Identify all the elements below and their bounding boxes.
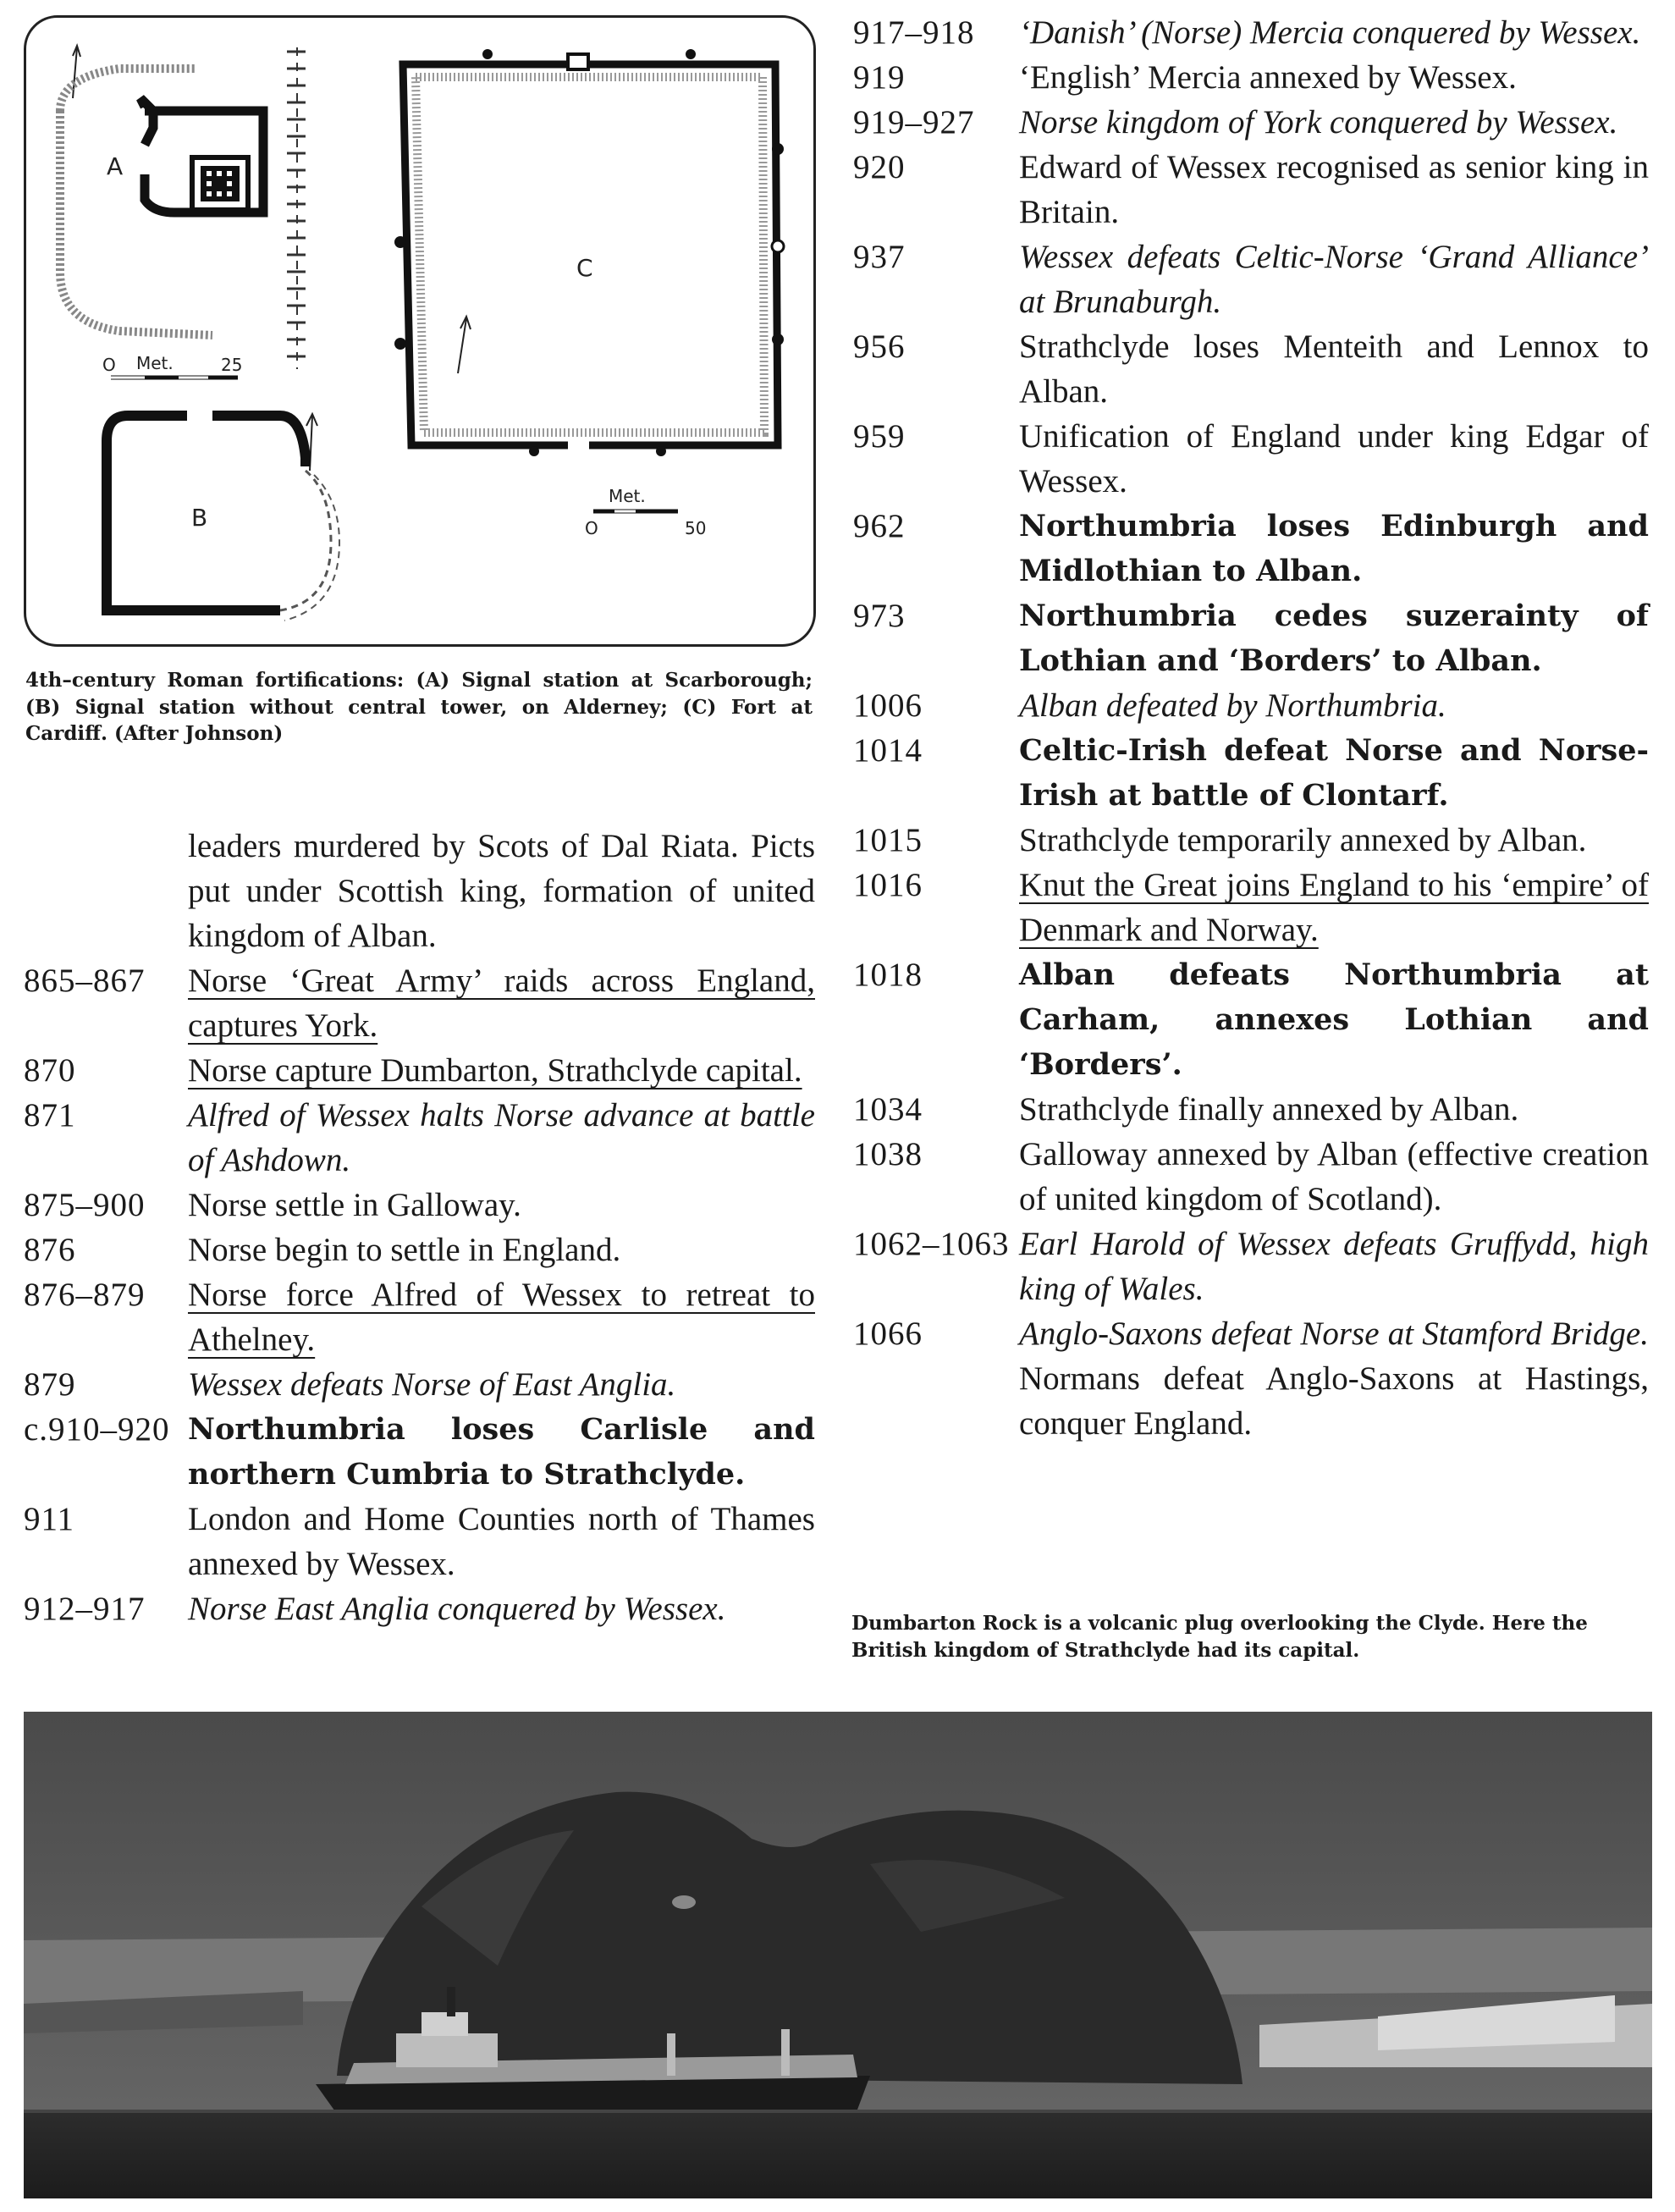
timeline-event-text: Norse kingdom of York conquered by Wessex. bbox=[1019, 104, 1618, 141]
timeline-year: 1018 bbox=[853, 957, 923, 993]
timeline-year: 870 bbox=[24, 1052, 76, 1089]
timeline-event-text: Earl Harold of Wessex defeats Gruffydd, high king of Wales. bbox=[1019, 1226, 1649, 1307]
timeline-event bbox=[1019, 593, 1649, 683]
timeline-event bbox=[188, 958, 815, 1048]
timeline-event bbox=[188, 1497, 815, 1586]
plan-b-label: B bbox=[191, 504, 208, 532]
timeline-year: 1038 bbox=[853, 1136, 923, 1172]
figure-caption: 4th–century Roman fortifications: (A) Signal station at Scarborough; (B) Signal station without central tower, on Alderney; (C) Fort at Cardiff. (After Johnson) bbox=[25, 669, 813, 746]
timeline-event bbox=[188, 1407, 815, 1497]
timeline-event bbox=[1019, 818, 1649, 863]
timeline-event-text: Strathclyde finally annexed by Alban. bbox=[1019, 1091, 1519, 1128]
timeline-entry bbox=[24, 1048, 815, 1093]
timeline-event-text: Norse begin to settle in England. bbox=[188, 1232, 621, 1268]
timeline-entry bbox=[24, 1272, 815, 1362]
timeline-year: 1014 bbox=[853, 732, 923, 769]
timeline-event-text: ‘English’ Mercia annexed by Wessex. bbox=[1019, 59, 1517, 96]
timeline-event bbox=[188, 1093, 815, 1183]
timeline-year: 871 bbox=[24, 1097, 76, 1134]
timeline-entry bbox=[853, 55, 1649, 100]
timeline-year: 1066 bbox=[853, 1316, 923, 1352]
timeline-year: 1006 bbox=[853, 687, 923, 724]
dumbarton-rock-photo bbox=[24, 1712, 1652, 2198]
timeline-event-extra: Normans defeat Anglo-Saxons at Hastings, conquer England. bbox=[1019, 1360, 1649, 1442]
timeline-event bbox=[188, 1586, 815, 1631]
timeline-event-text: ‘Danish’ (Norse) Mercia conquered by Wessex. bbox=[1019, 14, 1641, 51]
timeline-event-text: Edward of Wessex recognised as senior king in Britain. bbox=[1019, 149, 1649, 230]
timeline-entry bbox=[853, 504, 1649, 593]
scale-small-start: O bbox=[102, 355, 116, 375]
timeline-year: 920 bbox=[853, 149, 906, 185]
dumbarton-rock-image bbox=[24, 1712, 1652, 2198]
timeline-event-text: leaders murdered by Scots of Dal Riata. Picts put under Scottish king, formation of united kingdom of Alban. bbox=[188, 828, 815, 954]
timeline-year bbox=[24, 824, 188, 958]
fortification-plans-drawing bbox=[26, 18, 813, 644]
timeline-entry bbox=[24, 1497, 815, 1586]
timeline-entry bbox=[853, 100, 1649, 145]
timeline-event bbox=[1019, 1311, 1649, 1446]
plan-c-label: C bbox=[576, 254, 593, 282]
timeline-year: 962 bbox=[853, 508, 906, 544]
timeline-event bbox=[1019, 504, 1649, 593]
timeline-year: 919–927 bbox=[853, 104, 975, 141]
timeline-event-text: Norse East Anglia conquered by Wessex. bbox=[188, 1591, 726, 1627]
timeline-event bbox=[1019, 1132, 1649, 1222]
timeline-year: 876–879 bbox=[24, 1277, 146, 1313]
timeline-year: 973 bbox=[853, 598, 906, 634]
timeline-left-column bbox=[24, 824, 815, 1631]
timeline-event bbox=[1019, 414, 1649, 504]
scale-small-unit: Met. bbox=[136, 353, 174, 373]
timeline-event bbox=[1019, 683, 1649, 728]
timeline-entry bbox=[24, 1407, 815, 1497]
timeline-entry bbox=[853, 952, 1649, 1087]
timeline-event-text: Norse capture Dumbarton, Strathclyde capital. bbox=[188, 1052, 802, 1089]
timeline-event-text: Galloway annexed by Alban (effective creation of united kingdom of Scotland). bbox=[1019, 1136, 1649, 1217]
timeline-event-text: Norse ‘Great Army’ raids across England, captures York. bbox=[188, 963, 815, 1044]
timeline-event-text: Wessex defeats Celtic-Norse ‘Grand Alliance’ at Brunaburgh. bbox=[1019, 239, 1649, 320]
timeline-event bbox=[1019, 10, 1649, 55]
timeline-event bbox=[1019, 100, 1649, 145]
timeline-event-text: Northumbria loses Edinburgh and Midlothian to Alban. bbox=[1019, 509, 1649, 588]
timeline-entry bbox=[853, 1311, 1649, 1446]
timeline-event bbox=[188, 1362, 815, 1407]
timeline-event-text: Celtic-Irish defeat Norse and Norse-Irish at battle of Clontarf. bbox=[1019, 733, 1649, 813]
timeline-year: 1062–1063 bbox=[853, 1226, 1010, 1262]
timeline-event-text: Alban defeated by Northumbria. bbox=[1019, 687, 1446, 724]
timeline-entry bbox=[853, 683, 1649, 728]
timeline-entry bbox=[853, 145, 1649, 234]
timeline-year: 1034 bbox=[853, 1091, 923, 1128]
plan-b bbox=[107, 416, 339, 621]
scale-large-start: O bbox=[585, 518, 598, 538]
timeline-entry bbox=[24, 1183, 815, 1227]
timeline-year: 1016 bbox=[853, 867, 923, 903]
timeline-event bbox=[188, 824, 815, 958]
photo-caption: Dumbarton Rock is a volcanic plug overlooking the Clyde. Here the British kingdom of Strathclyde had its capital. bbox=[851, 1612, 1588, 1663]
timeline-entry bbox=[24, 1093, 815, 1183]
timeline-year: 912–917 bbox=[24, 1591, 146, 1627]
timeline-event bbox=[1019, 1087, 1649, 1132]
timeline-year: c.910–920 bbox=[24, 1411, 170, 1448]
timeline-entry bbox=[24, 1362, 815, 1407]
timeline-right-column bbox=[853, 10, 1649, 1446]
timeline-event-text: Anglo-Saxons defeat Norse at Stamford Bridge. bbox=[1019, 1316, 1649, 1352]
timeline-entry bbox=[853, 1087, 1649, 1132]
timeline-event bbox=[1019, 324, 1649, 414]
timeline-event-text: Alban defeats Northumbria at Carham, annexes Lothian and ‘Borders’. bbox=[1019, 957, 1649, 1082]
timeline-entry bbox=[24, 958, 815, 1048]
timeline-event bbox=[1019, 55, 1649, 100]
fortification-plans-figure bbox=[24, 15, 816, 647]
timeline-event-text: Strathclyde temporarily annexed by Alban. bbox=[1019, 822, 1587, 858]
plan-a-label: A bbox=[107, 152, 124, 180]
timeline-year: 959 bbox=[853, 418, 906, 455]
timeline-event bbox=[188, 1183, 815, 1227]
timeline-event bbox=[1019, 1222, 1649, 1311]
timeline-entry bbox=[24, 824, 815, 958]
timeline-event bbox=[1019, 728, 1649, 818]
timeline-entry bbox=[24, 1586, 815, 1631]
timeline-event-text: Wessex defeats Norse of East Anglia. bbox=[188, 1366, 676, 1403]
timeline-event-text: Northumbria cedes suzerainty of Lothian and ‘Borders’ to Alban. bbox=[1019, 599, 1649, 678]
timeline-event bbox=[1019, 234, 1649, 324]
timeline-event-text: Knut the Great joins England to his ‘empire’ of Denmark and Norway. bbox=[1019, 867, 1649, 948]
timeline-entry bbox=[853, 593, 1649, 683]
plan-c bbox=[394, 49, 784, 456]
timeline-year: 879 bbox=[24, 1366, 76, 1403]
timeline-year: 865–867 bbox=[24, 963, 146, 999]
timeline-event bbox=[188, 1048, 815, 1093]
timeline-event-text: London and Home Counties north of Thames annexed by Wessex. bbox=[188, 1501, 815, 1582]
timeline-event bbox=[1019, 863, 1649, 952]
timeline-year: 875–900 bbox=[24, 1187, 146, 1223]
timeline-entry bbox=[853, 10, 1649, 55]
timeline-event bbox=[1019, 145, 1649, 234]
timeline-year: 937 bbox=[853, 239, 906, 275]
timeline-year: 917–918 bbox=[853, 14, 975, 51]
timeline-entry bbox=[853, 818, 1649, 863]
timeline-event bbox=[188, 1227, 815, 1272]
timeline-event bbox=[1019, 952, 1649, 1087]
scale-small-end: 25 bbox=[221, 355, 243, 375]
timeline-event bbox=[188, 1272, 815, 1362]
timeline-event-text: Norse settle in Galloway. bbox=[188, 1187, 521, 1223]
timeline-entry bbox=[853, 1132, 1649, 1222]
timeline-entry bbox=[853, 414, 1649, 504]
timeline-entry bbox=[853, 324, 1649, 414]
timeline-year: 911 bbox=[24, 1501, 75, 1537]
timeline-event-text: Unification of England under king Edgar of Wessex. bbox=[1019, 418, 1649, 499]
timeline-year: 956 bbox=[853, 328, 906, 365]
timeline-year: 919 bbox=[853, 59, 906, 96]
timeline-entry bbox=[853, 1222, 1649, 1311]
timeline-entry bbox=[24, 1227, 815, 1272]
timeline-year: 1015 bbox=[853, 822, 923, 858]
timeline-entry bbox=[853, 234, 1649, 324]
scale-large-unit: Met. bbox=[609, 486, 646, 506]
timeline-event-text: Northumbria loses Carlisle and northern Cumbria to Strathclyde. bbox=[188, 1412, 815, 1492]
plan-a bbox=[60, 47, 306, 369]
timeline-event-text: Strathclyde loses Menteith and Lennox to Alban. bbox=[1019, 328, 1649, 410]
scale-large-end: 50 bbox=[685, 518, 707, 538]
timeline-year: 876 bbox=[24, 1232, 76, 1268]
timeline-event-text: Alfred of Wessex halts Norse advance at battle of Ashdown. bbox=[188, 1097, 815, 1178]
timeline-entry bbox=[853, 728, 1649, 818]
timeline-event-text: Norse force Alfred of Wessex to retreat to Athelney. bbox=[188, 1277, 815, 1358]
timeline-entry bbox=[853, 863, 1649, 952]
